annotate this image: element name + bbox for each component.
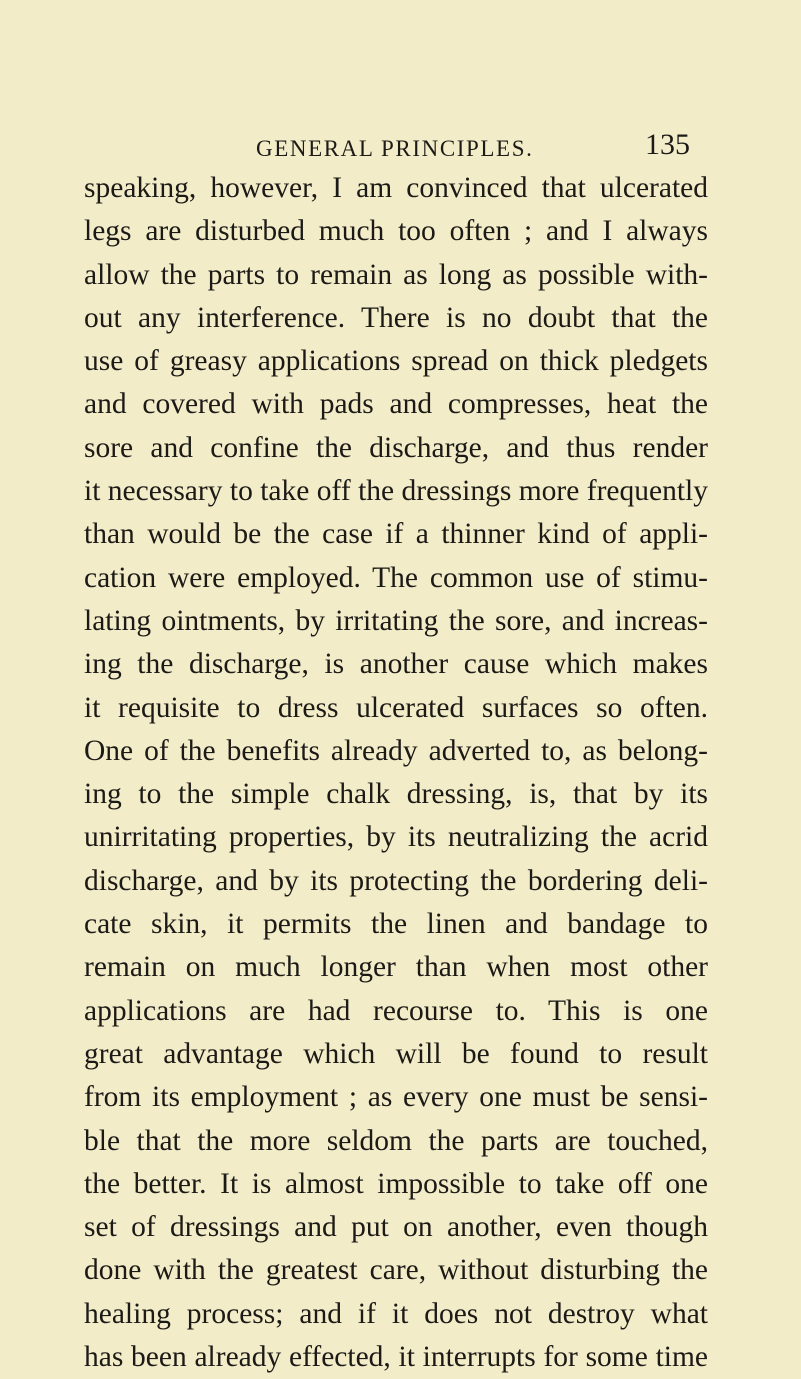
text-line: cation were employed. The common use of stimu- [84,561,708,594]
text-line: ble that the more seldom the parts are touched, [84,1124,708,1157]
running-title: GENERAL PRINCIPLES. [256,136,534,161]
page-number: 135 [645,128,690,161]
text-line: healing process; and if it does not destroy what [84,1297,708,1330]
text-line: ing to the simple chalk dressing, is, that by its [84,778,708,811]
text-line: One of the benefits already adverted to, as belong- [84,734,708,767]
text-line: discharge, and by its protecting the bordering deli- [84,864,708,897]
text-line: has been already effected, it interrupts for some time [84,1341,708,1374]
text-line: great advantage which will be found to result [84,1037,708,1070]
text-line: allow the parts to remain as long as possible with- [84,258,708,291]
text-line: unirritating properties, by its neutralizing the acrid [84,821,708,854]
text-line: remain on much longer than when most other [84,951,708,984]
text-line: the better. It is almost impossible to take off one [84,1167,708,1200]
text-line: it requisite to dress ulcerated surfaces so often. [84,691,708,724]
text-line: it necessary to take off the dressings more frequently [84,475,708,508]
text-line: cate skin, it permits the linen and bandage to [84,908,708,941]
text-line: ing the discharge, is another cause which makes [84,648,708,681]
text-line: from its employment ; as every one must be sensi- [84,1081,708,1114]
text-line: and covered with pads and compresses, heat the [84,388,708,421]
body-text [84,167,708,1379]
text-line: done with the greatest care, without disturbing the [84,1254,708,1287]
text-line: set of dressings and put on another, even though [84,1211,708,1244]
text-line: speaking, however, I am convinced that ulcerated [84,172,708,204]
text-line: applications are had recourse to. This is one [84,994,708,1027]
text-line: legs are disturbed much too often ; and I always [84,215,708,248]
text-line: use of greasy applications spread on thick pledgets [84,345,708,378]
text-line: out any interference. There is no doubt that the [84,301,708,334]
text-line: lating ointments, by irritating the sore, and increas- [84,604,708,637]
text-line: sore and confine the discharge, and thus render [84,431,708,464]
text-line: than would be the case if a thinner kind of appli- [84,518,708,551]
